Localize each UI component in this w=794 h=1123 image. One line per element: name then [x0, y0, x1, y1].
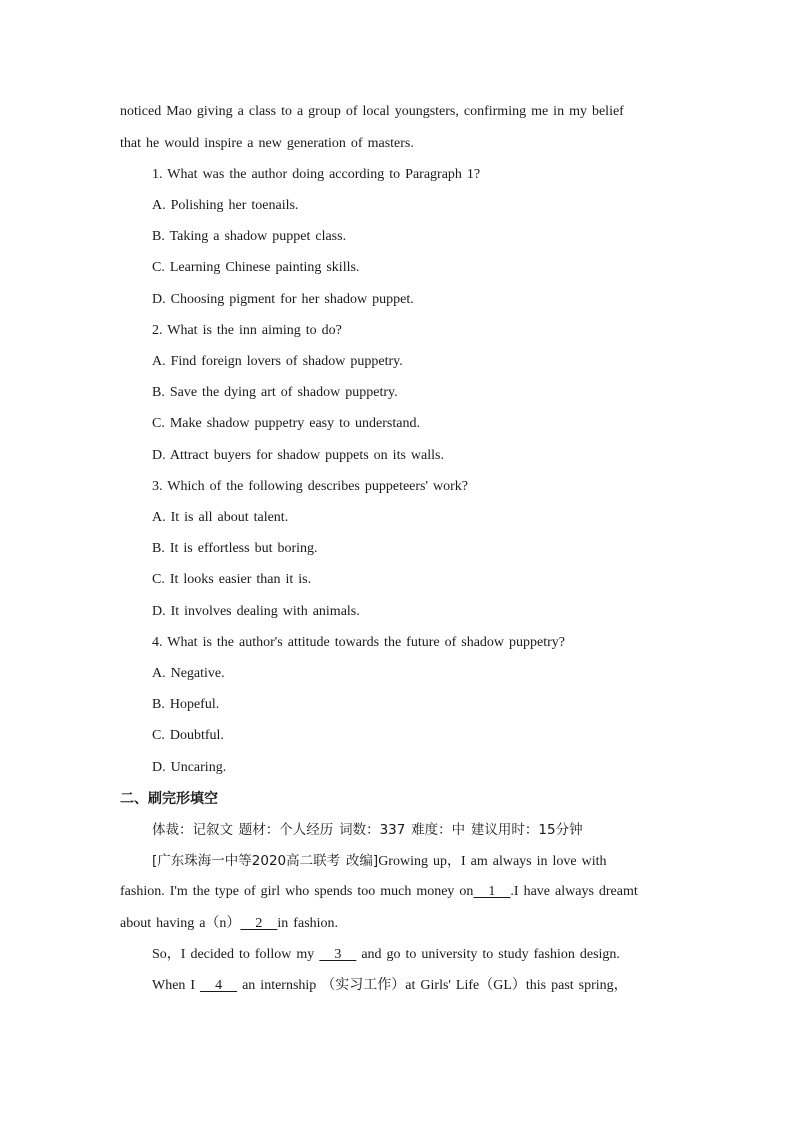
cloze-line [120, 883, 638, 901]
option-2d: D. Attract buyers for shadow puppets on its walls. [152, 448, 444, 463]
option-3d: D. It involves dealing with animals. [152, 604, 360, 619]
question-3: 3. Which of the following describes puppeteers' work? [152, 479, 469, 494]
option-3c: C. It looks easier than it is. [152, 572, 312, 587]
question-4: 4. What is the author's attitude towards the future of shadow puppetry? [152, 635, 565, 650]
section-heading: 二、刷完形填空 [120, 791, 218, 807]
option-3b: B. It is effortless but boring. [152, 541, 318, 556]
option-4d: D. Uncaring. [152, 760, 227, 775]
cloze-text: Growing up，I am always in love with [378, 854, 607, 869]
cloze-text: .I have always dreamt [510, 884, 638, 899]
cloze-text: When I [152, 978, 201, 993]
blank-2[interactable]: 2 [240, 916, 278, 931]
option-1b: B. Taking a shadow puppet class. [152, 229, 347, 244]
cloze-line [120, 915, 338, 933]
question-1: 1. What was the author doing according to Paragraph 1? [152, 167, 481, 182]
option-3a: A. It is all about talent. [152, 510, 289, 525]
blank-3[interactable]: 3 [319, 947, 357, 962]
cloze-line [152, 852, 606, 871]
option-2c: C. Make shadow puppetry easy to understand. [152, 416, 420, 431]
section-meta: 体裁：记叙文 题材：个人经历 词数：337 难度：中 建议用时：15分钟 [152, 822, 583, 838]
passage-line: noticed Mao giving a class to a group of local youngsters, confirming me in my belief [120, 104, 624, 119]
option-4b: B. Hopeful. [152, 697, 220, 712]
option-4a: A. Negative. [152, 666, 225, 681]
option-1c: C. Learning Chinese painting skills. [152, 260, 360, 275]
blank-1[interactable]: 1 [473, 884, 511, 899]
cloze-text: an internship （实习工作）at Girls' Life（GL）this past spring， [237, 978, 628, 993]
option-1a: A. Polishing her toenails. [152, 198, 299, 213]
option-1d: D. Choosing pigment for her shadow puppet. [152, 292, 414, 307]
blank-4[interactable]: 4 [200, 978, 238, 993]
passage-line: that he would inspire a new generation of masters. [120, 136, 414, 151]
source-tag: [广东珠海一中等2020高二联考 改编] [152, 853, 379, 869]
option-2b: B. Save the dying art of shadow puppetry. [152, 385, 398, 400]
cloze-text: about having a（n） [120, 916, 241, 931]
cloze-line [152, 977, 628, 995]
cloze-text: fashion. I'm the type of girl who spends too much money on [120, 884, 474, 899]
cloze-text: So，I decided to follow my [152, 947, 320, 962]
question-2: 2. What is the inn aiming to do? [152, 323, 342, 338]
cloze-line [152, 946, 620, 964]
option-2a: A. Find foreign lovers of shadow puppetry. [152, 354, 403, 369]
cloze-text: in fashion. [277, 916, 339, 931]
option-4c: C. Doubtful. [152, 728, 224, 743]
cloze-text: and go to university to study fashion design. [356, 947, 620, 962]
